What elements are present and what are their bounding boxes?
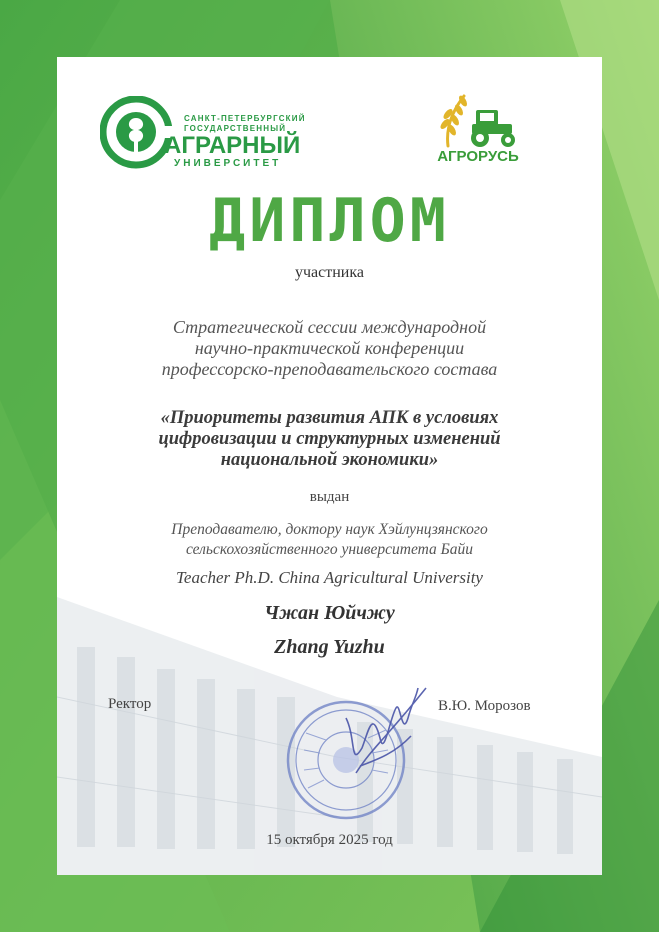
recipient-line: Преподавателю, доктору наук Хэйлунцзянского — [171, 521, 488, 538]
recipient-name-ru: Чжан Юйчжу — [264, 602, 395, 624]
partner-name: АГРОРУСЬ — [437, 148, 519, 165]
university-logo — [100, 96, 322, 170]
university-name-line3: АГРАРНЫЙ — [164, 132, 301, 159]
recipient-name-en: Zhang Yuzhu — [274, 636, 385, 658]
university-name-line2: ГОСУДАРСТВЕННЫЙ — [184, 124, 287, 133]
tractor-wheat-icon — [428, 90, 528, 150]
conference-line: национальной экономики» — [220, 450, 439, 470]
rector-label: Ректор — [108, 696, 152, 712]
recipient-description-ru — [0, 520, 659, 560]
event-line: научно-практической конференции — [194, 338, 465, 358]
university-name-line1: САНКТ-ПЕТЕРБУРГСКИЙ — [184, 114, 306, 123]
conference-line: «Приоритеты развития АПК в условиях — [160, 408, 499, 428]
conference-title — [0, 408, 659, 471]
recipient-line: сельскохозяйственного университета Байи — [185, 541, 474, 558]
issued-label: выдан — [309, 489, 350, 505]
round-seal-icon — [276, 678, 456, 828]
recipient-description-en: Teacher Ph.D. China Agricultural University — [176, 568, 483, 587]
conference-line: цифровизации и структурных изменений — [158, 429, 501, 449]
issue-date: 15 октября 2025 год — [266, 832, 393, 848]
diploma-subtitle: участника — [295, 264, 364, 281]
university-name-line4: УНИВЕРСИТЕТ — [174, 158, 282, 169]
partner-logo — [428, 90, 528, 170]
diploma-title: ДИПЛОМ — [209, 186, 450, 256]
rector-name: В.Ю. Морозов — [438, 698, 531, 714]
event-line: профессорско-преподавательского состава — [161, 359, 498, 379]
event-description — [0, 317, 659, 380]
event-line: Стратегической сессии международной — [172, 317, 487, 337]
